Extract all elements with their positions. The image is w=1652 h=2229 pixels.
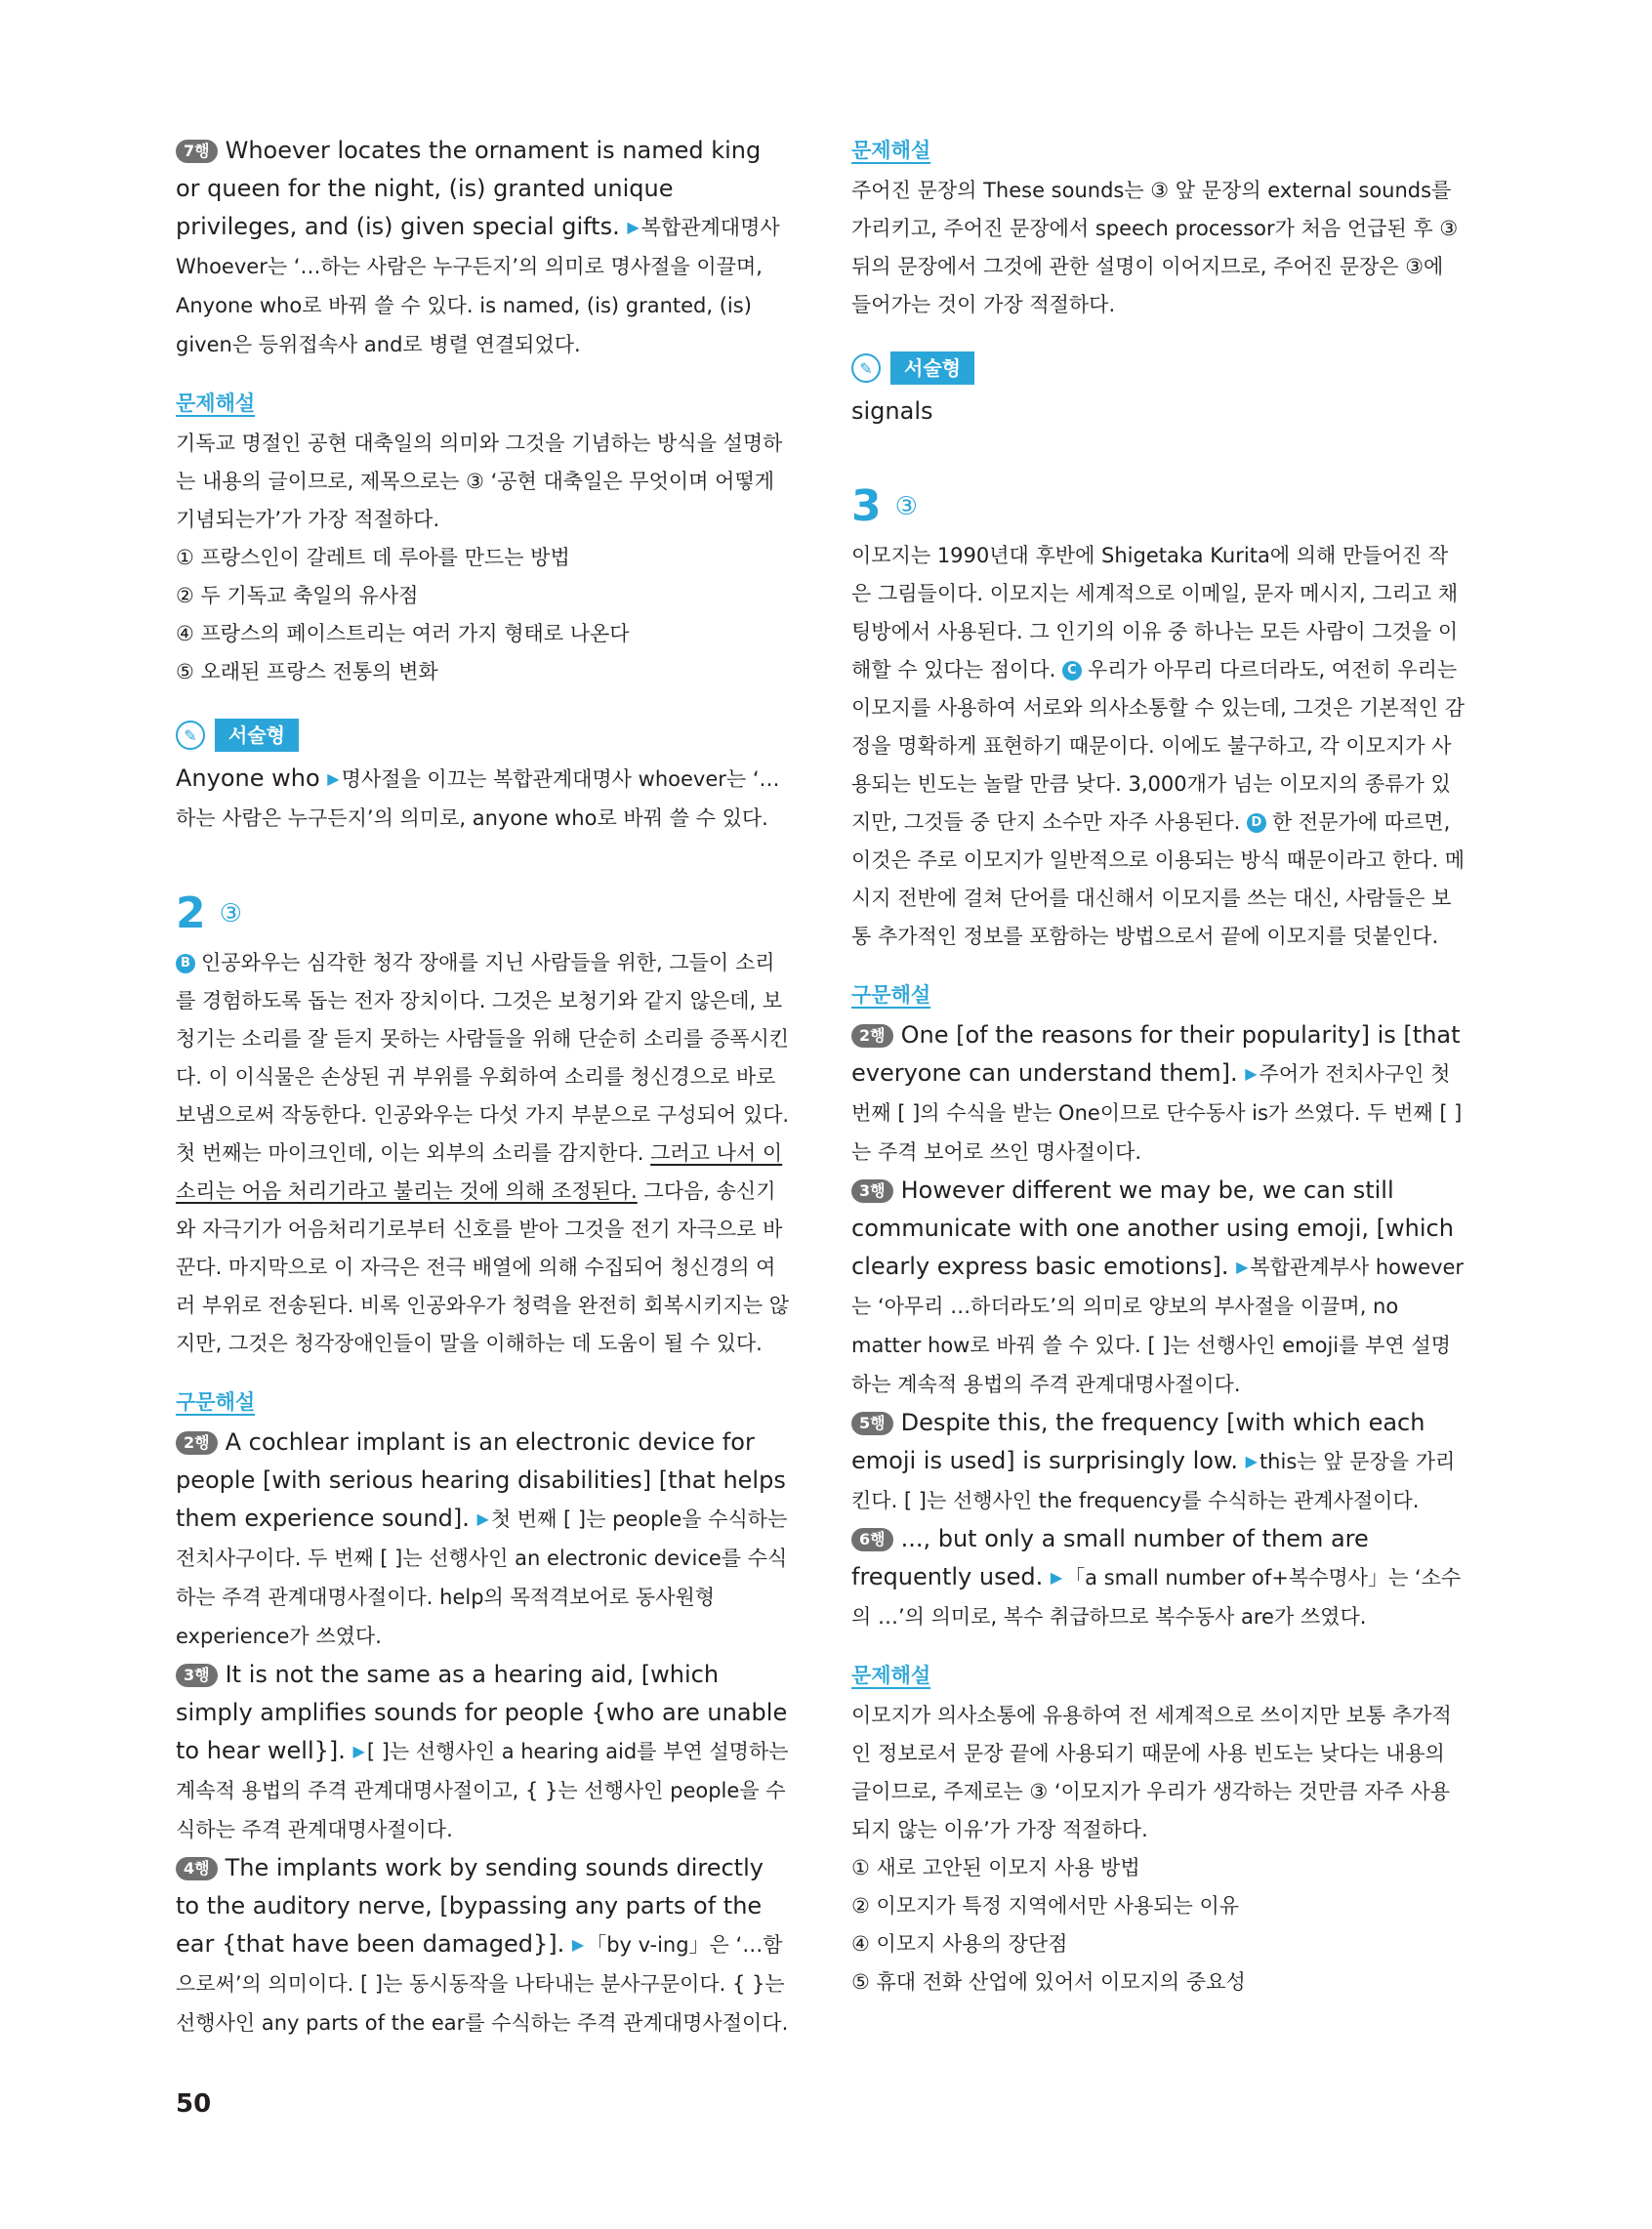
syntax-line-3: 3행 However different we may be, we can still communicate with one another using emoji, [which clearly express basic emotions]. ▶복합관계부사 however는 ‘아무리 …하더라도’의 의미로 양보의 부사절을 이끌며, no matter how로 바꿔 쓸 수 있다. [ ]는 선행사인 emoji를 부연 설명하는 계속적 용법의 주격 관계대명사절이다. (851, 1176, 1465, 1396)
arrow-icon: ▶ (476, 1509, 489, 1528)
option-4: ④ 이모지 사용의 장단점 (851, 1932, 1068, 1956)
option-2: ② 두 기독교 축일의 유사점 (176, 584, 419, 607)
translation-passage: B 인공와우는 심각한 청각 장애를 지닌 사람들을 위한, 그들이 소리를 경험하도록 돕는 전자 장치이다. 그것은 보청기와 같지 않은데, 보청기는 소리를 잘 듣지 못하는 사람들을 위해 단순히 소리를 증폭시킨다. 이 이식물은 손상된 귀 부위를 우회하여 소리를 청신경으로 바로 보냄으로써 작동한다. 인공와우는 다섯 가지 부분으로 구성되어 있다. 첫 번째는 마이크인데, 이는 외부의 소리를 감지한다. 그러고 나서 이 소리는 어음 처리기라고 불리는 것에 의해 조정된다. 그다음, 송신기와 자극기가 어음처리기로부터 신호를 받아 그것을 전기 자극으로 바꾼다. 마지막으로 이 자극은 전극 배열에 의해 수집되어 청신경의 여러 부위로 전송된다. 비록 인공와우가 청력을 완전히 회복시키지는 않지만, 그것은 청각장애인들이 말을 이해하는 데 도움이 될 수 있다. (176, 951, 790, 1355)
syntax-line-7: 7행 Whoever locates the ornament is named king or queen for the night, (is) granted unique privileges, and (is) given special gifts. ▶복합관계대명사 Whoever는 ‘…하는 사람은 누구든지’의 의미로 명사절을 이끌며, Anyone who로 바꿔 쓸 수 있다. is named, (is) granted, (is) given은 등위접속사 and로 병렬 연결되었다. (176, 137, 780, 356)
question-number: 3 (851, 481, 882, 531)
right-column (851, 133, 1466, 2002)
written-section-header (851, 351, 1466, 385)
explanation-body: 주어진 문장의 These sounds는 ③ 앞 문장의 external sounds를 가리키고, 주어진 문장에서 speech processor가 처음 언급된 후 ③ 뒤의 문장에서 그것에 관한 설명이 이어지므로, 주어진 문장은 ③에 들어가는 것이 가장 적절하다. (851, 179, 1459, 316)
written-answer: Anyone who ▶명사절을 이끄는 복합관계대명사 whoever는 ‘…하는 사람은 누구든지’의 의미로, anyone who로 바꿔 쓸 수 있다. (176, 764, 780, 830)
question-answer: ③ (894, 491, 918, 521)
option-5: ⑤ 휴대 전화 산업에 있어서 이모지의 중요성 (851, 1970, 1246, 1994)
option-2: ② 이모지가 특정 지역에서만 사용되는 이유 (851, 1894, 1240, 1918)
page-number: 50 (176, 2089, 212, 2119)
arrow-icon: ▶ (571, 1935, 585, 1954)
written-section-header (176, 719, 791, 752)
translation-passage: 이모지는 1990년대 후반에 Shigetaka Kurita에 의해 만들어진 작은 그림들이다. 이모지는 세계적으로 이메일, 문자 메시지, 그리고 채팅방에서 사용된다. 그 인기의 이유 중 하나는 모든 사람이 그것을 이해할 수 있다는 점이다. C 우리가 아무리 다르더라도, 여전히 우리는 이모지를 사용하여 서로와 의사소통할 수 있는데, 그것은 기본적인 감정을 명확하게 표현하기 때문이다. 이에도 불구하고, 각 이모지가 사용되는 빈도는 놀랄 만큼 낮다. 3,000개가 넘는 이모지의 종류가 있지만, 그것들 중 단지 소수만 자주 사용된다. D 한 전문가에 따르면, 이것은 주로 이모지가 일반적으로 이용되는 방식 때문이라고 한다. 메시지 전반에 걸쳐 단어를 대신해서 이모지를 쓰는 대신, 사람들은 보통 추가적인 정보를 포함하는 방법으로서 끝에 이모지를 덧붙인다. (851, 544, 1466, 948)
section-title-syntax: 구문해설 (851, 983, 931, 1007)
arrow-icon: ▶ (1236, 1258, 1249, 1276)
line-tag: 7행 (176, 140, 218, 163)
letter-badge: D (1247, 813, 1266, 833)
question-number: 2 (176, 888, 206, 938)
letter-badge: C (1062, 661, 1082, 681)
option-1: ① 프랑스인이 갈레트 데 루아를 만드는 방법 (176, 546, 570, 569)
section-title-explain: 문제해설 (851, 139, 931, 162)
section-title-explain: 문제해설 (851, 1664, 931, 1687)
section-title-syntax: 구문해설 (176, 1390, 256, 1414)
pencil-icon: ✎ (176, 721, 205, 750)
arrow-icon: ▶ (1245, 1064, 1258, 1083)
syntax-line-5: 5행 Despite this, the frequency [with which each emoji is used] is surprisingly low. ▶this는 앞 문장을 가리킨다. [ ]는 선행사인 the frequency를 수식하는 관계사절이다. (851, 1409, 1456, 1512)
syntax-line-2: 2행 One [of the reasons for their popularity] is [that everyone can understand them]. ▶주어가 전치사구인 첫 번째 [ ]의 수식을 받는 One이므로 단수동사 is가 쓰였다. 두 번째 [ ]는 주격 보어로 쓰인 명사절이다. (851, 1021, 1463, 1164)
syntax-line-4: 4행 The implants work by sending sounds directly to the auditory nerve, [bypassing any parts of the ear {that have been damaged}]. ▶「by v-ing」은 ‘…함으로써’의 의미이다. [ ]는 동시동작을 나타내는 분사구문이다. { }는 선행사인 any parts of the ear를 수식하는 주격 관계대명사절이다. (176, 1854, 789, 2035)
written-label: 서술형 (215, 719, 299, 752)
section-title-explain: 문제해설 (176, 392, 256, 415)
letter-badge: B (176, 954, 195, 973)
option-5: ⑤ 오래된 프랑스 전통의 변화 (176, 660, 438, 683)
pencil-icon: ✎ (851, 353, 881, 383)
written-label: 서술형 (890, 351, 974, 385)
explanation-body: 기독교 명절인 공현 대축일의 의미와 그것을 기념하는 방식을 설명하는 내용의 글이므로, 제목으로는 ③ ‘공현 대축일은 무엇이며 어떻게 기념되는가’가 가장 적절하다. (176, 432, 783, 531)
arrow-icon: ▶ (1245, 1452, 1258, 1470)
question-2-header (176, 888, 791, 938)
syntax-line-3: 3행 It is not the same as a hearing aid, [which simply amplifies sounds for people {who are unable to hear well}]. ▶[ ]는 선행사인 a hearing aid를 부연 설명하는 계속적 용법의 주격 관계대명사절이고, { }는 선행사인 people을 수식하는 주격 관계대명사절이다. (176, 1661, 789, 1841)
question-3-header (851, 481, 1466, 531)
arrow-icon: ▶ (352, 1742, 365, 1760)
explanation-body: 이모지가 의사소통에 유용하여 전 세계적으로 쓰이지만 보통 추가적인 정보로서 문장 끝에 사용되기 때문에 사용 빈도는 낮다는 내용의 글이므로, 주제로는 ③ ‘이모지가 우리가 생각하는 것만큼 자주 사용되지 않는 이유’가 가장 적절하다. (851, 1704, 1452, 1841)
arrow-icon: ▶ (627, 218, 640, 236)
option-4: ④ 프랑스의 페이스트리는 여러 가지 형태로 나온다 (176, 622, 630, 645)
syntax-line-2: 2행 A cochlear implant is an electronic device for people [with serious hearing disabilities] [that helps them experience sound]. ▶첫 번째 [ ]는 people을 수식하는 전치사구이다. 두 번째 [ ]는 선행사인 an electronic device를 수식하는 주격 관계대명사절이다. help의 목적격보어로 동사원형 experience가 쓰였다. (176, 1428, 788, 1648)
syntax-line-6: 6행 ..., but only a small number of them are frequently used. ▶「a small number of+복수명사」는 ‘소수의 …’의 의미로, 복수 취급하므로 복수동사 are가 쓰였다. (851, 1525, 1462, 1629)
written-answer: signals (851, 397, 933, 425)
question-answer: ③ (219, 898, 242, 929)
left-column (176, 132, 791, 2043)
arrow-icon: ▶ (1050, 1568, 1063, 1587)
option-1: ① 새로 고안된 이모지 사용 방법 (851, 1856, 1140, 1879)
arrow-icon: ▶ (327, 769, 340, 788)
